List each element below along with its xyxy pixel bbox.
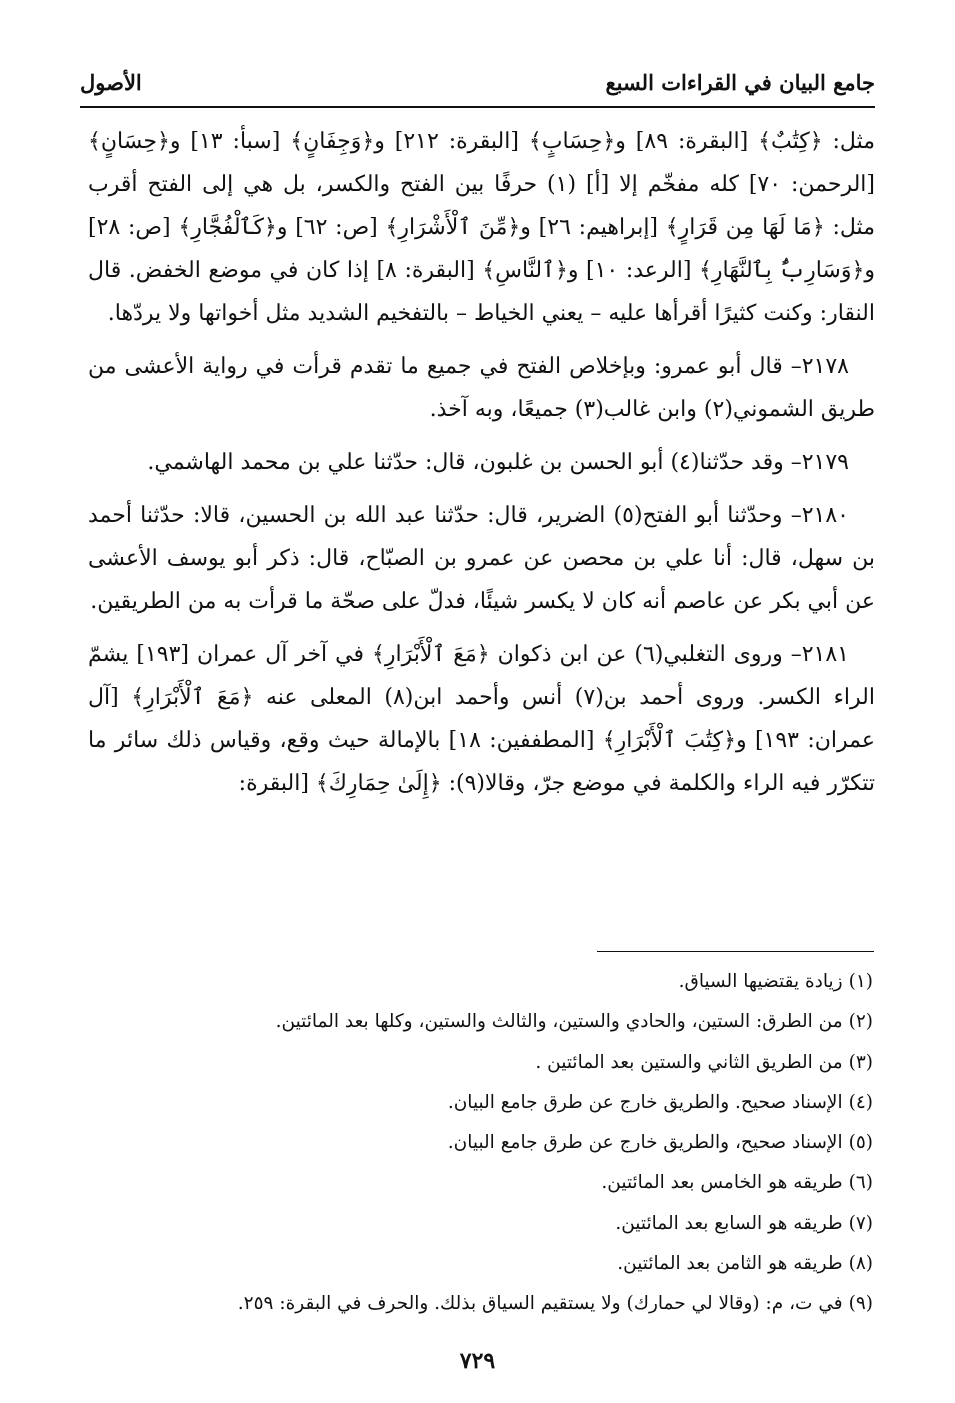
footnote	[88, 1002, 873, 1042]
footnote-text: زيادة يقتضيها السياق.	[678, 971, 843, 992]
footnote	[88, 1244, 873, 1284]
header-divider	[80, 106, 875, 108]
footnote-divider	[597, 951, 874, 952]
footnote-number: (٥)	[848, 1132, 873, 1154]
footnote-text: طريقه هو السابع بعد المائتين.	[615, 1212, 843, 1234]
main-text	[88, 120, 875, 815]
footnote	[88, 962, 873, 1002]
footnote-number: (٤)	[848, 1091, 873, 1113]
footnote	[88, 1043, 873, 1083]
footnote-number: (٣)	[848, 1051, 873, 1073]
footnote-number: (٩)	[848, 1293, 873, 1315]
paragraph-2179: ٢١٧٩– وقد حدّثنا(٤) أبو الحسن بن غلبون، قال: حدّثنا علي بن محمد الهاشمي.	[147, 450, 849, 475]
footnotes	[88, 962, 873, 1325]
footnote-number: (٨)	[848, 1253, 873, 1275]
footnote-text: الإسناد صحيح. والطريق خارج عن طرق جامع البيان.	[447, 1091, 843, 1113]
book-title: جامع البيان في القراءات السبع	[605, 69, 875, 95]
footnote	[88, 1123, 873, 1163]
paragraph-2180: ٢١٨٠– وحدّثنا أبو الفتح(٥) الضرير، قال: حدّثنا عبد الله بن الحسين، قالا: حدّثنا أحمد بن سهل، قال: أنا علي بن محصن عن عمرو بن الصبّاح، قال: ذكر أبو يوسف الأعشى عن أبي بكر عن عاصم أنه كان لا يكسر شيئًا، فدلّ على صحّة ما قرأت به من الطريقين.	[88, 503, 875, 614]
section-title: الأصول	[80, 69, 142, 95]
footnote	[88, 1204, 873, 1244]
footnote	[88, 1083, 873, 1123]
footnote	[88, 1163, 873, 1203]
footnote-text: من الطريق الثاني والستين بعد المائتين .	[535, 1051, 843, 1073]
footnote-number: (١)	[848, 971, 873, 992]
paragraph-2178: ٢١٧٨– قال أبو عمرو: وبإخلاص الفتح في جميع ما تقدم قرأت في رواية الأعشى من طريق الشموني(٢) وابن غالب(٣) جميعًا، وبه آخذ.	[88, 354, 875, 422]
page-number: ٧٢٩	[459, 1348, 496, 1374]
footnote-text: من الطرق: الستين، والحادي والستين، والثالث والستين، وكلها بعد المائتين.	[275, 1011, 843, 1033]
footnote-text: طريقه هو الخامس بعد المائتين.	[601, 1172, 843, 1194]
footnote-number: (٢)	[848, 1011, 873, 1033]
footnote-number: (٦)	[848, 1172, 873, 1194]
footnote-text: طريقه هو الثامن بعد المائتين.	[617, 1253, 843, 1275]
paragraph-2181: ٢١٨١– وروى التغلبي(٦) عن ابن ذكوان ﴿مَعَ ٱلْأَبْرَارِ﴾ في آخر آل عمران [١٩٣] يشمّ الراء الكسر. وروى أحمد بن(٧) أنس وأحمد ابن(٨) المعلى عنه ﴿مَعَ ٱلْأَبْرَارِ﴾ [آل عمران: ١٩٣] و﴿كِتَٰبَ ٱلْأَبْرَارِ﴾ [المطففين: ١٨] بالإمالة حيث وقع، وقياس ذلك سائر ما تتكرّر فيه الراء والكلمة في موضع جرّ، وقالا(٩): ﴿إِلَىٰ حِمَارِكَ﴾ [البقرة:	[88, 642, 875, 796]
footnote-number: (٧)	[848, 1212, 873, 1234]
footnote-text: في ت، م: (وقالا لي حمارك) ولا يستقيم السياق بذلك. والحرف في البقرة: ٢٥٩.	[237, 1293, 843, 1315]
running-header	[80, 62, 875, 102]
footnote-text: الإسناد صحيح، والطريق خارج عن طرق جامع البيان.	[447, 1132, 843, 1154]
paragraph-continuation: مثل: ﴿كِتَٰبٌ﴾ [البقرة: ٨٩] و﴿حِسَابٍ﴾ [البقرة: ٢١٢] و﴿وَجِفَانٍ﴾ [سبأ: ١٣] و﴿حِسَانٍ﴾ [الرحمن: ٧٠] كله مفخّم إلا [أ] (١) حرفًا بين الفتح والكسر، بل هي إلى الفتح أقرب مثل: ﴿مَا لَهَا مِن قَرَارٍ﴾ [إبراهيم: ٢٦] و﴿مِّنَ ٱلْأَشْرَارِ﴾ [ص: ٦٢] و﴿كَٱلْفُجَّارِ﴾ [ص: ٢٨] و﴿وَسَارِبٌۢ بِٱلنَّهَارِ﴾ [الرعد: ١٠] و﴿ٱلنَّاسِ﴾ [البقرة: ٨] إذا كان في موضع الخفض. قال النقار: وكنت كثيرًا أقرأها عليه – يعني الخياط – بالتفخيم الشديد مثل أخواتها ولا يردّها.	[88, 129, 875, 326]
footnote	[88, 1284, 873, 1324]
